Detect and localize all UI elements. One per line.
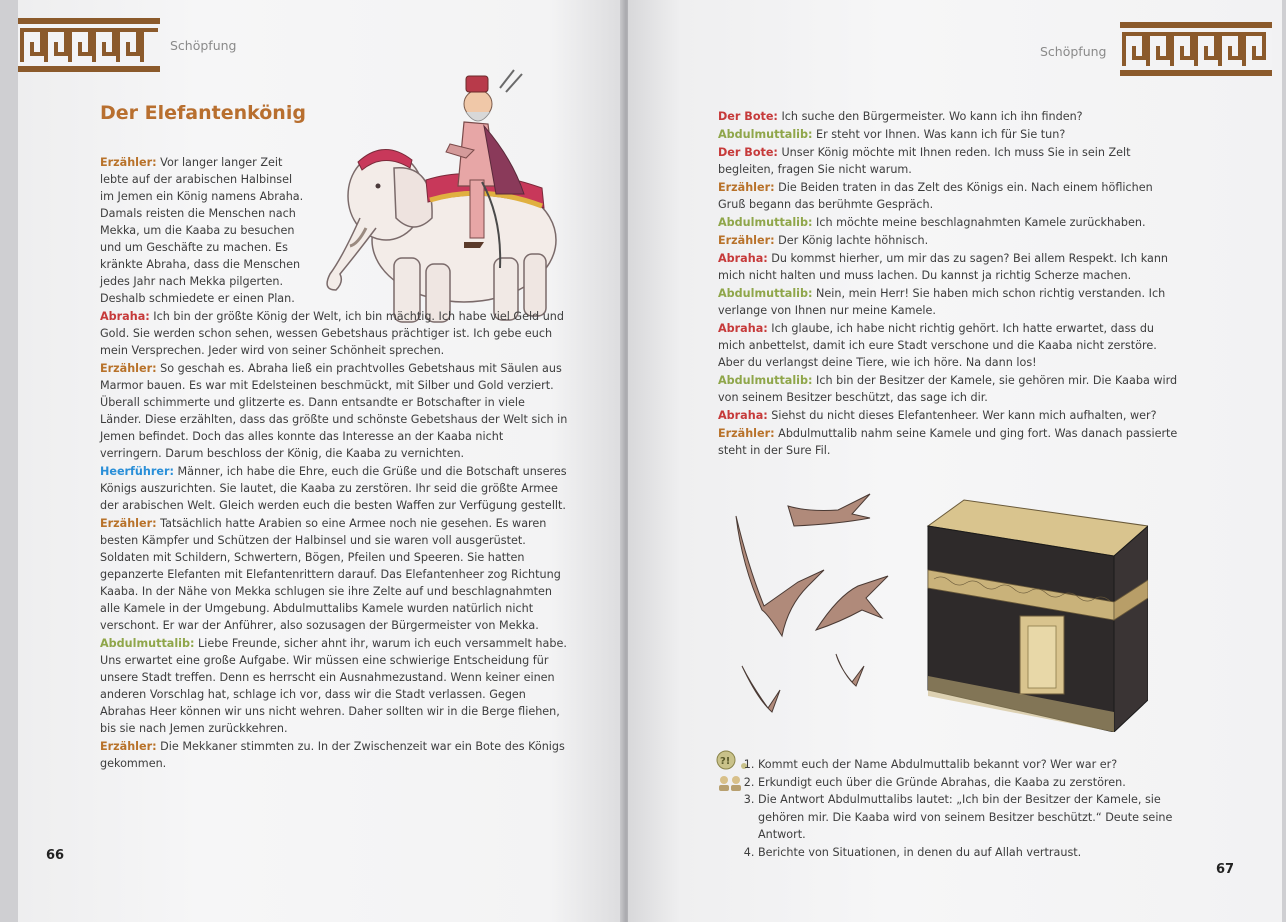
question-exclaim-icon: ?! bbox=[720, 756, 731, 767]
story-text-right bbox=[718, 108, 1178, 460]
speaker-label: Heerführer: bbox=[100, 465, 174, 478]
speaker-label: Abraha: bbox=[718, 409, 768, 422]
speaker-label: Abdulmuttalib: bbox=[718, 128, 813, 141]
paragraph-text: Ich bin der größte König der Welt, ich bin mächtig. Ich habe viel Geld und Gold. Sie werden schon sehen, wessen Gebetshaus prächtiger ist. Ich gebe euch mein Versprechen. Jeder wird von seiner Schönheit sprechen. bbox=[100, 310, 564, 357]
paragraph bbox=[100, 463, 568, 514]
left-page bbox=[18, 0, 624, 922]
birds-and-kaaba-illustration bbox=[728, 486, 1148, 732]
paragraph-text: So geschah es. Abraha ließ ein prachtvolles Gebetshaus mit Säulen aus Marmor bauen. Es war mit Edelsteinen beschmückt, mit Silber und Gold verziert. Überall schimmerte und glitzerte es. Dann entsandte er Botschafter in viele Länder. Diese erzählten, dass das größte und schönste Gebetshaus der Welt sich in Jemen befindet. Doch das alles konnte das Interesse an der Kaaba nicht verringern. Darum beschloss der König, die Kaaba zu vernichten. bbox=[100, 362, 568, 460]
task-item: 1. Kommt euch der Name Abdulmuttalib bekannt vor? Wer war er? bbox=[758, 756, 1188, 774]
paragraph-text: Ich möchte meine beschlagnahmten Kamele zurückhaben. bbox=[812, 216, 1146, 229]
paragraph-text: Ich suche den Bürgermeister. Wo kann ich ihn finden? bbox=[777, 110, 1083, 123]
paragraph-text: Der König lachte höhnisch. bbox=[774, 234, 929, 247]
task-list bbox=[728, 756, 1188, 861]
paragraph bbox=[100, 308, 568, 359]
task-item: 3. Die Antwort Abdulmuttalibs lautet: „Ich bin der Besitzer der Kamele, sie gehören mir. Die Kaaba wird von seinem Besitzer beschützt.“ Deute seine Antwort. bbox=[758, 791, 1188, 844]
paragraph bbox=[718, 144, 1178, 178]
paragraph bbox=[718, 250, 1178, 284]
section-label-right: Schöpfung bbox=[1040, 44, 1107, 59]
speaker-label: Abdulmuttalib: bbox=[100, 637, 195, 650]
task-item: 2. Erkundigt euch über die Gründe Abrahas, die Kaaba zu zerstören. bbox=[758, 774, 1188, 792]
meander-border-right bbox=[1120, 22, 1272, 76]
paragraph bbox=[718, 407, 1178, 424]
speaker-label: Erzähler: bbox=[718, 181, 775, 194]
speaker-label: Abraha: bbox=[100, 310, 150, 323]
paragraph bbox=[718, 320, 1178, 371]
speaker-label: Erzähler: bbox=[100, 517, 157, 530]
paragraph-text: Du kommst hierher, um mir das zu sagen? Bei allem Respekt. Ich kann mich nicht halten und muss lachen. Du kannst ja richtig Scherze machen. bbox=[718, 252, 1169, 282]
paragraph bbox=[718, 425, 1178, 459]
speaker-label: Erzähler: bbox=[718, 234, 775, 247]
paragraph-text: Ich bin der Besitzer der Kamele, sie gehören mir. Die Kaaba wird von seinem Besitzer beschützt, das sage ich dir. bbox=[718, 374, 1178, 404]
paragraph-text: Nein, mein Herr! Sie haben mich schon richtig verstanden. Ich verlange von Ihnen nur meine Kamele. bbox=[718, 287, 1166, 317]
page-number-right: 67 bbox=[1216, 862, 1235, 877]
story-title: Der Elefantenkönig bbox=[100, 102, 306, 124]
speaker-label: Abdulmuttalib: bbox=[718, 216, 813, 229]
paragraph-text: Vor langer langer Zeit lebte auf der arabischen Halbinsel im Jemen ein König namens Abraha. Damals reisten die Menschen nach Mekka, um die Kaaba zu besuchen und um Geschäfte zu machen. Es kränkte Abraha, dass die Menschen jedes Jahr nach Mekka pilgerten. Deshalb schmiedete er einen Plan. bbox=[100, 156, 304, 305]
speaker-label: Der Bote: bbox=[718, 110, 778, 123]
paragraph bbox=[100, 635, 568, 737]
paragraph-text: Siehst du nicht dieses Elefantenheer. Wer kann mich aufhalten, wer? bbox=[767, 409, 1157, 422]
speaker-label: Erzähler: bbox=[100, 740, 157, 753]
right-page bbox=[628, 0, 1282, 922]
paragraph bbox=[100, 738, 568, 772]
speaker-label: Abdulmuttalib: bbox=[718, 287, 813, 300]
paragraph bbox=[718, 214, 1178, 231]
paragraph bbox=[718, 126, 1178, 143]
paragraph bbox=[718, 285, 1178, 319]
paragraph-text: Männer, ich habe die Ehre, euch die Grüße und die Botschaft unseres Königs auszurichten. Sie lautet, die Kaaba zu zerstören. Ihr seid die größte Armee der arabischen Welt. Gleich werden euch die besten Waffen zur Verfügung gestellt. bbox=[100, 465, 567, 512]
paragraph-text: Die Beiden traten in das Zelt des Königs ein. Nach einem höflichen Gruß begann das berühmte Gespräch. bbox=[718, 181, 1153, 211]
speaker-label: Abraha: bbox=[718, 322, 768, 335]
paragraph bbox=[718, 108, 1178, 125]
task-item: 4. Berichte von Situationen, in denen du auf Allah vertraust. bbox=[758, 844, 1188, 862]
story-text-left bbox=[100, 154, 568, 773]
paragraph-text: Ich glaube, ich habe nicht richtig gehört. Ich hatte erwartet, dass du mich anbettelst, damit ich eure Stadt verschone und die Kaaba nicht zerstöre. Aber du verlangst deine Tiere, wie ich höre. Na dann los! bbox=[718, 322, 1157, 369]
speaker-label: Abraha: bbox=[718, 252, 768, 265]
speaker-label: Erzähler: bbox=[100, 362, 157, 375]
paragraph-text: Abdulmuttalib nahm seine Kamele und ging fort. Was danach passierte steht in der Sure Fil. bbox=[718, 427, 1178, 457]
paragraph-text: Tatsächlich hatte Arabien so eine Armee noch nie gesehen. Es waren besten Kämpfer und Schützen der Halbinsel und sie waren voll ausgerüstet. Soldaten mit Schildern, Schwertern, Bögen, Pfeilen und Speeren. Sie hatten gepanzerte Elefanten mit Elefantenrittern darauf. Das Elefantenheer zog Richtung Kaaba. In der Nähe von Mekka schlugen sie ihre Zelte auf und beschlagnahmten alle Kamele in der Umgebung. Abdulmuttalibs Kamele wurden natürlich nicht verschont. Er war der Anführer, also sozusagen der Bürgermeister von Mekka. bbox=[100, 517, 561, 632]
section-label-left: Schöpfung bbox=[170, 38, 237, 53]
speaker-label: Abdulmuttalib: bbox=[718, 374, 813, 387]
paragraph bbox=[100, 360, 568, 462]
paragraph bbox=[100, 515, 568, 634]
paragraph-text: Liebe Freunde, sicher ahnt ihr, warum ich euch versammelt habe. Uns erwartet eine große Aufgabe. Wir müssen eine schwierige Entscheidung für unsere Stadt treffen. Denn es herrscht ein Ausnahmezustand. Wenn keiner einen anderen Vorschlag hat, schlage ich vor, dass wir die Stadt verlassen. Gegen Abrahas Heer können wir uns nicht wehren. Daher sollten wir in die Berge fliehen, bis sie nach Jemen zurückkehren. bbox=[100, 637, 567, 735]
paragraph-text: Die Mekkaner stimmten zu. In der Zwischenzeit war ein Bote des Königs gekommen. bbox=[100, 740, 565, 770]
meander-border-left bbox=[18, 18, 160, 72]
paragraph bbox=[100, 154, 308, 307]
speaker-label: Der Bote: bbox=[718, 146, 778, 159]
speaker-label: Erzähler: bbox=[100, 156, 157, 169]
paragraph-text: Unser König möchte mit Ihnen reden. Ich muss Sie in sein Zelt begleiten, fragen Sie nicht warum. bbox=[718, 146, 1131, 176]
paragraph bbox=[718, 232, 1178, 249]
paragraph-text: Er steht vor Ihnen. Was kann ich für Sie tun? bbox=[812, 128, 1066, 141]
speaker-label: Erzähler: bbox=[718, 427, 775, 440]
paragraph bbox=[718, 179, 1178, 213]
paragraph bbox=[718, 372, 1178, 406]
page-number-left: 66 bbox=[46, 848, 65, 863]
